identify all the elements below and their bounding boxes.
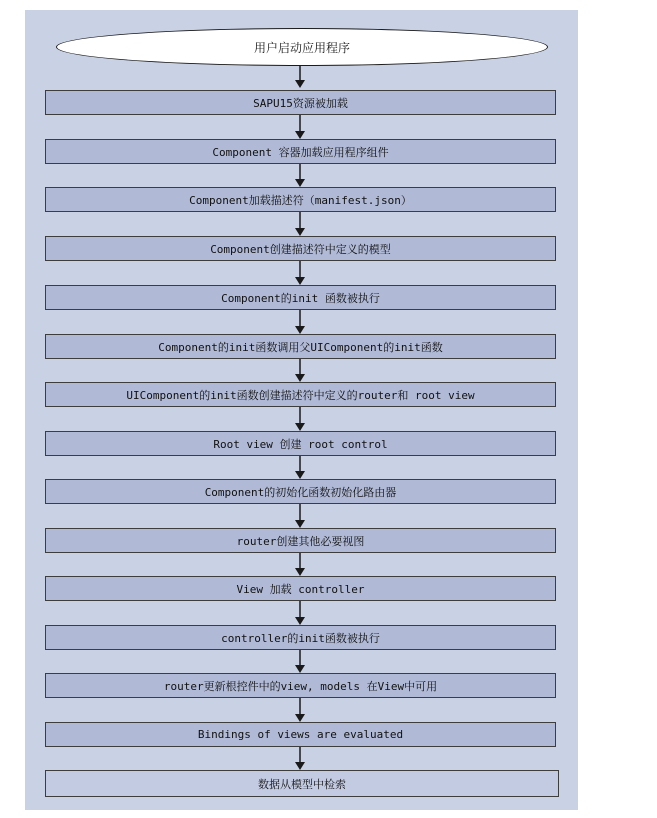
flow-arrowhead-4 — [295, 277, 305, 285]
flow-arrowhead-9 — [295, 520, 305, 528]
flow-arrowhead-6 — [295, 374, 305, 382]
flow-step-13 — [45, 673, 556, 698]
flow-step-label: controller的init函数被执行 — [221, 631, 380, 645]
start-node — [56, 28, 548, 66]
flow-step-label: UIComponent的init函数创建描述符中定义的router和 root view — [126, 388, 475, 402]
flow-step-2 — [45, 139, 556, 164]
flow-step-label: Bindings of views are evaluated — [197, 728, 404, 741]
flow-step-14 — [45, 722, 556, 747]
flow-step-6 — [45, 334, 556, 359]
flow-arrowhead-3 — [295, 228, 305, 236]
flow-arrowhead-5 — [295, 326, 305, 334]
flow-step-label: SAPU15资源被加载 — [253, 96, 348, 110]
flow-step-10 — [45, 528, 556, 553]
flow-step-label: router更新根控件中的view, models 在View中可用 — [163, 679, 438, 693]
flow-step-3 — [45, 187, 556, 212]
flow-arrowhead-1 — [295, 131, 305, 139]
flow-step-label: View 加载 controller — [236, 582, 365, 596]
flow-step-4 — [45, 236, 556, 261]
start-label: 用户启动应用程序 — [253, 40, 350, 55]
flow-arrowhead-0 — [295, 80, 305, 88]
flow-step-label: Component创建描述符中定义的模型 — [210, 242, 391, 256]
flow-step-label: Component 容器加载应用程序组件 — [212, 145, 389, 159]
flow-arrowhead-2 — [295, 179, 305, 187]
flow-step-label: Component的初始化函数初始化路由器 — [204, 485, 397, 499]
flow-arrowhead-14 — [295, 762, 305, 770]
flow-step-11 — [45, 576, 556, 601]
flow-step-label: router创建其他必要视图 — [236, 534, 365, 548]
flow-step-7 — [45, 382, 556, 407]
flow-arrowhead-7 — [295, 423, 305, 431]
flow-arrowhead-13 — [295, 714, 305, 722]
flow-step-label: Component的init 函数被执行 — [221, 291, 380, 305]
flow-step-12 — [45, 625, 556, 650]
flow-step-label: 数据从模型中检索 — [258, 777, 346, 791]
flow-arrowhead-12 — [295, 665, 305, 673]
flow-step-5 — [45, 285, 556, 310]
flow-step-label: Root view 创建 root control — [213, 437, 388, 451]
flow-step-8 — [45, 431, 556, 456]
flow-arrowhead-10 — [295, 568, 305, 576]
flow-step-9 — [45, 479, 556, 504]
flow-arrowhead-8 — [295, 471, 305, 479]
flow-arrowhead-11 — [295, 617, 305, 625]
flow-step-15 — [45, 770, 559, 797]
flow-step-1 — [45, 90, 556, 115]
flow-step-label: Component加载描述符（manifest.json） — [189, 193, 412, 207]
flow-step-label: Component的init函数调用父UIComponent的init函数 — [158, 340, 443, 354]
